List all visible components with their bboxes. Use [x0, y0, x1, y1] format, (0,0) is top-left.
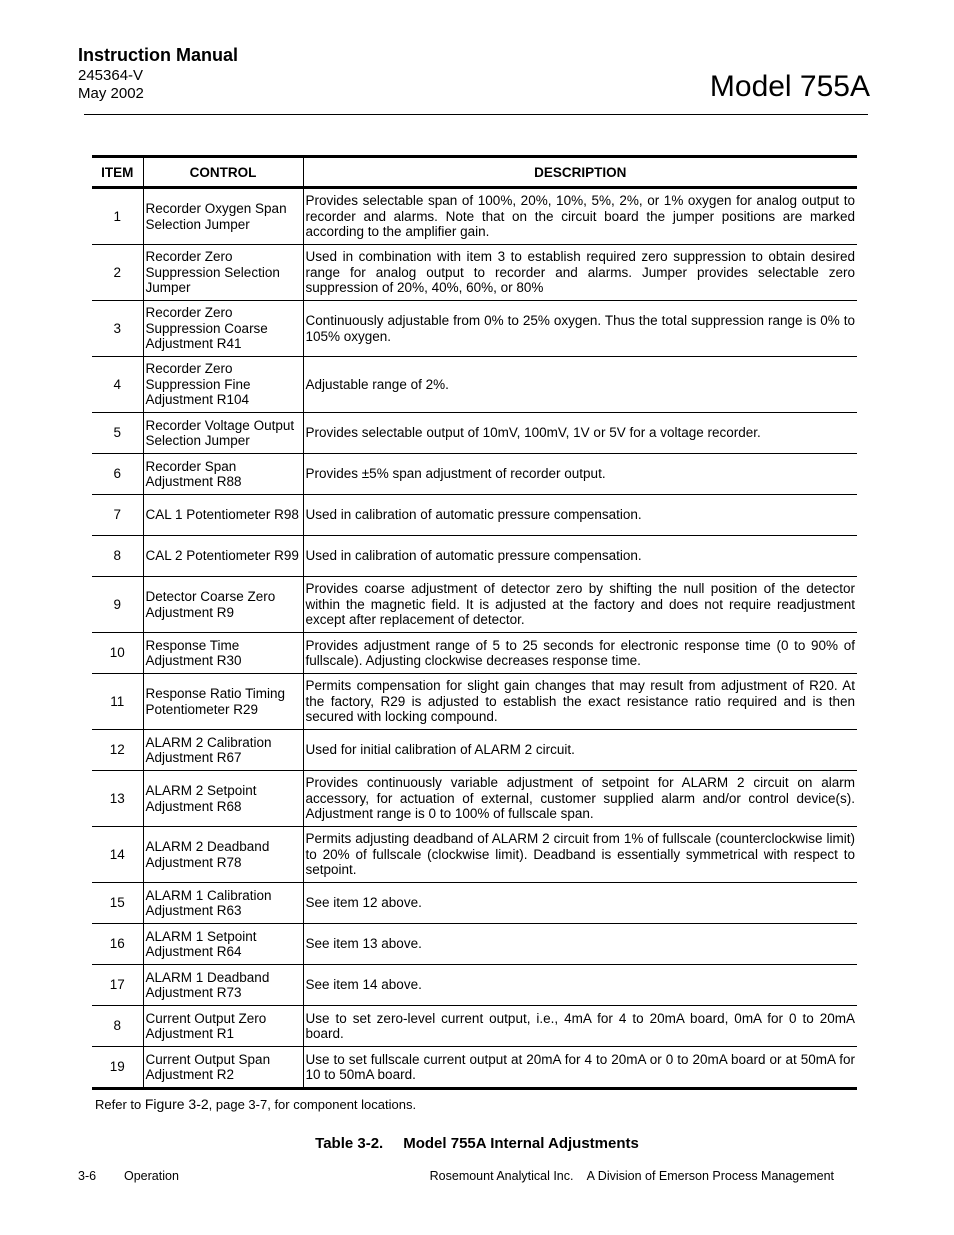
- control-description: Provides selectable span of 100%, 20%, 10%, 5%, 2%, or 1% oxygen for analog output to recorder and alarms. Note that on the circuit board the jumper positions are marked according to the amplifier gain.: [303, 188, 857, 245]
- control-description: Used in calibration of automatic pressure compensation.: [303, 495, 857, 536]
- control-name: CAL 1 Potentiometer R98: [143, 495, 303, 536]
- table-row: [92, 730, 857, 771]
- item-number: 11: [92, 674, 143, 730]
- control-name: ALARM 2 Deadband Adjustment R78: [143, 827, 303, 883]
- control-name: Recorder Zero Suppression Fine Adjustment R104: [143, 357, 303, 413]
- control-description: Used in calibration of automatic pressure compensation.: [303, 536, 857, 577]
- table-row: [92, 536, 857, 577]
- section-name: Operation: [124, 1169, 179, 1183]
- control-description: Provides selectable output of 10mV, 100mV, 1V or 5V for a voltage recorder.: [303, 413, 857, 454]
- model-name: Model 755A: [709, 70, 870, 103]
- item-number: 3: [92, 301, 143, 357]
- table-row: [92, 674, 857, 730]
- control-description: Continuously adjustable from 0% to 25% oxygen. Thus the total suppression range is 0% to 105% oxygen.: [303, 301, 857, 357]
- table-row: [92, 454, 857, 495]
- control-name: Recorder Span Adjustment R88: [143, 454, 303, 495]
- control-description: Provides coarse adjustment of detector zero by shifting the null position of the detector within the magnetic field. It is adjusted at the factory and does not require readjustment except after replacement of detector.: [303, 577, 857, 633]
- item-number: 19: [92, 1047, 143, 1089]
- document-number: 245364-V: [78, 67, 144, 84]
- item-number: 16: [92, 924, 143, 965]
- item-number: 12: [92, 730, 143, 771]
- footnote-prefix: Refer to: [95, 1097, 145, 1112]
- adjustments-table: [92, 155, 857, 1090]
- table-row: [92, 495, 857, 536]
- item-number: 2: [92, 245, 143, 301]
- control-description: See item 12 above.: [303, 883, 857, 924]
- control-description: Provides adjustment range of 5 to 25 seconds for electronic response time (0 to 90% of fullscale). Adjusting clockwise decreases response time.: [303, 633, 857, 674]
- control-description: Permits compensation for slight gain changes that may result from adjustment of R20. At the factory, R29 is adjusted to establish the exact resistance ratio required and is then secured with locking compound.: [303, 674, 857, 730]
- table-row: [92, 965, 857, 1006]
- item-number: 13: [92, 771, 143, 827]
- control-name: ALARM 2 Calibration Adjustment R67: [143, 730, 303, 771]
- control-name: Recorder Zero Suppression Coarse Adjustment R41: [143, 301, 303, 357]
- table-caption: [0, 1135, 954, 1152]
- control-name: ALARM 1 Calibration Adjustment R63: [143, 883, 303, 924]
- table-row: [92, 883, 857, 924]
- item-number: 8: [92, 536, 143, 577]
- table-number: Table 3-2.: [315, 1135, 384, 1152]
- page-number: 3-6: [78, 1169, 97, 1183]
- item-number: 4: [92, 357, 143, 413]
- control-name: ALARM 2 Setpoint Adjustment R68: [143, 771, 303, 827]
- manual-title: Instruction Manual: [78, 45, 239, 65]
- item-number: 17: [92, 965, 143, 1006]
- table-row: [92, 1047, 857, 1089]
- table-footnote: [95, 1096, 416, 1112]
- item-number: 7: [92, 495, 143, 536]
- table-row: [92, 771, 857, 827]
- control-description: Provides continuously variable adjustment of setpoint for ALARM 2 circuit on alarm accessory, for actuation of external, customer supplied alarm and/or control device(s). Adjustment range is 0 to 100% of fullscale span.: [303, 771, 857, 827]
- item-number: 8: [92, 1006, 143, 1047]
- table-row: [92, 577, 857, 633]
- control-name: Recorder Voltage Output Selection Jumper: [143, 413, 303, 454]
- item-number: 10: [92, 633, 143, 674]
- table-header-row: [92, 157, 857, 188]
- control-description: Used for initial calibration of ALARM 2 circuit.: [303, 730, 857, 771]
- table-row: [92, 413, 857, 454]
- item-number: 15: [92, 883, 143, 924]
- item-number: 1: [92, 188, 143, 245]
- table-row: [92, 188, 857, 245]
- control-name: Detector Coarse Zero Adjustment R9: [143, 577, 303, 633]
- control-name: Response Ratio Timing Potentiometer R29: [143, 674, 303, 730]
- column-header-item: ITEM: [92, 157, 143, 188]
- control-description: Permits adjusting deadband of ALARM 2 circuit from 1% of fullscale (counterclockwise limit) to 20% of fullscale (clockwise limit). Deadband is essentially symmetrical with respect to setpoint.: [303, 827, 857, 883]
- control-description: Adjustable range of 2%.: [303, 357, 857, 413]
- control-name: Recorder Zero Suppression Selection Jumper: [143, 245, 303, 301]
- table-row: [92, 924, 857, 965]
- control-name: Response Time Adjustment R30: [143, 633, 303, 674]
- control-description: Provides ±5% span adjustment of recorder output.: [303, 454, 857, 495]
- footnote-suffix: , page 3-7, for component locations.: [208, 1097, 417, 1112]
- table-row: [92, 1006, 857, 1047]
- control-name: Current Output Span Adjustment R2: [143, 1047, 303, 1089]
- header-rule: [84, 114, 868, 115]
- control-name: ALARM 1 Setpoint Adjustment R64: [143, 924, 303, 965]
- item-number: 5: [92, 413, 143, 454]
- table-row: [92, 633, 857, 674]
- control-name: Recorder Oxygen Span Selection Jumper: [143, 188, 303, 245]
- control-description: Use to set zero-level current output, i.e., 4mA for 4 to 20mA board, 0mA for 0 to 20mA board.: [303, 1006, 857, 1047]
- document-date: May 2002: [78, 85, 144, 102]
- table-title: Model 755A Internal Adjustments: [403, 1135, 639, 1152]
- control-description: See item 13 above.: [303, 924, 857, 965]
- control-name: Current Output Zero Adjustment R1: [143, 1006, 303, 1047]
- item-number: 14: [92, 827, 143, 883]
- control-description: Use to set fullscale current output at 20mA for 4 to 20mA or 0 to 20mA board or at 50mA for 10 to 50mA board.: [303, 1047, 857, 1089]
- item-number: 6: [92, 454, 143, 495]
- column-header-description: DESCRIPTION: [303, 157, 857, 188]
- table-row: [92, 827, 857, 883]
- figure-reference: Figure 3-2: [144, 1096, 209, 1112]
- control-name: ALARM 1 Deadband Adjustment R73: [143, 965, 303, 1006]
- table-row: [92, 357, 857, 413]
- control-description: See item 14 above.: [303, 965, 857, 1006]
- table-row: [92, 245, 857, 301]
- column-header-control: CONTROL: [143, 157, 303, 188]
- control-name: CAL 2 Potentiometer R99: [143, 536, 303, 577]
- company-name: Rosemount Analytical Inc. A Division of Emerson Process Management: [429, 1169, 834, 1183]
- table-row: [92, 301, 857, 357]
- item-number: 9: [92, 577, 143, 633]
- control-description: Used in combination with item 3 to establish required zero suppression to obtain desired range for analog output to recorder and alarms. Jumper provides selectable zero suppression of 20%, 40%, 60%, or 80%: [303, 245, 857, 301]
